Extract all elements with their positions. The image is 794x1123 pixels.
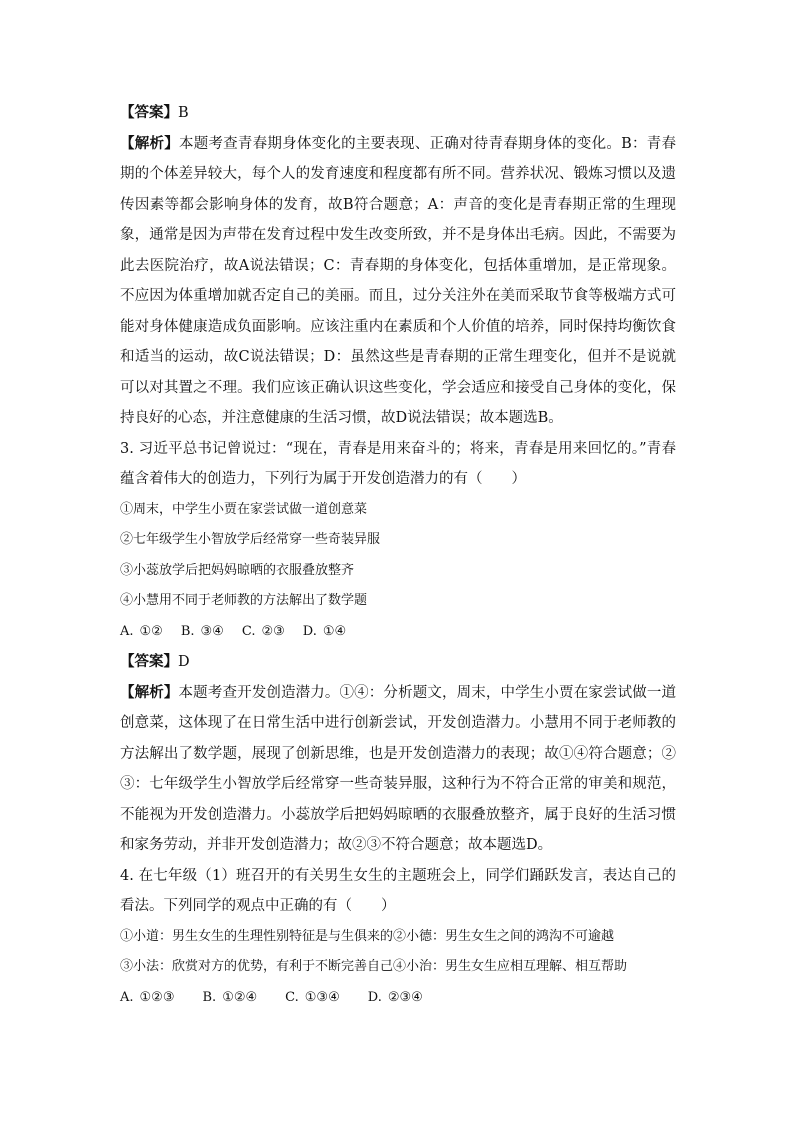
q3-answer-label: 【答案】 <box>120 653 178 670</box>
q3-choice-b: B. ③④ <box>180 623 224 639</box>
q3-choice-a: A. ①② <box>120 623 163 639</box>
q3-stem: 3. 习近平总书记曾说过：“现在，青春是用来奋斗的；将来，青春是用来回忆的。”青春蕴含着伟大的创造力，下列行为属于开发创造潜力的有（ ） <box>120 440 676 487</box>
q3-analysis <box>120 678 676 861</box>
q4-stem: 4. 在七年级（1）班召开的有关男生女生的主题班会上，同学们踊跃发言，表达自己的看法。下列同学的观点中正确的有（ ） <box>120 867 676 914</box>
q3-analysis-label: 【解析】 <box>120 683 179 701</box>
q3-option-4: ④小慧用不同于老师教的方法解出了数学题 <box>120 593 368 608</box>
q4-choice-a: A. ①②③ <box>120 989 175 1005</box>
q3-choice-d: D. ①④ <box>302 623 347 639</box>
q4-option-line-1: ①小道：男生女生的生理性别特征是与生俱来的②小德：男生女生之间的鸿沟不可逾越 <box>120 928 615 944</box>
q2-answer-value: B <box>178 105 189 121</box>
q3-analysis-text: 本题考查开发创造潜力。①④：分析题文，周末，中学生小贾在家尝试做一道创意菜，这体现了在日常生活中进行创新尝试，开发创造潜力。小慧用不同于老师教的方法解出了数学题，展现了创新思维，也是开发创造潜力的表现；故①④符合题意；②③：七年级学生小智放学后经常穿一些奇装异服，这种行为不符合正常的审美和规范，不能视为开发创造潜力。小蕊放学后把妈妈晾晒的衣服叠放整齐，属于良好的生活习惯和家务劳动，并非开发创造潜力；故②③不符合题意；故本题选D。 <box>120 684 677 853</box>
q3-answer <box>120 647 676 678</box>
q4-choices <box>120 983 676 1014</box>
q2-answer-label: 【答案】 <box>120 104 178 121</box>
q3-choices <box>120 617 676 648</box>
q2-analysis <box>120 129 676 434</box>
q3-answer-value: D <box>178 654 190 670</box>
q4-option-line-2: ③小法：欣赏对方的优势，有利于不断完善自己④小治：男生女生应相互理解、相互帮助 <box>120 959 628 974</box>
q4-choice-b: B. ①②④ <box>202 989 258 1005</box>
document-page <box>120 98 676 1013</box>
q3-option-2: ②七年级学生小智放学后经常穿一些奇装异服 <box>120 532 381 547</box>
q2-answer <box>120 98 676 129</box>
q4-choice-c: C. ①③④ <box>285 989 340 1005</box>
q2-analysis-text: 本题考查青春期身体变化的主要表现、正确对待青春期身体的变化。B：青春期的个体差异较大，每个人的发育速度和程度都有所不同。营养状况、锻炼习惯以及遗传因素等都会影响身体的发育，故B符合题意；A：声音的变化是青春期正常的生理现象，通常是因为声带在发育过程中发生改变所致，并不是身体出毛病。因此，不需要为此去医院治疗，故A说法错误；C：青春期的身体变化，包括体重增加，是正常现象。不应因为体重增加就否定自己的美丽。而且，过分关注外在美而采取节食等极端方式可能对身体健康造成负面影响。应该注重内在素质和个人价值的培养，同时保持均衡饮食和适当的运动，故C说法错误；D：虽然这些是青春期的正常生理变化，但并不是说就可以对其置之不理。我们应该正确认识这些变化，学会适应和接受自己身体的变化，保持良好的心态，并注意健康的生活习惯，故D说法错误；故本题选B。 <box>120 135 677 426</box>
q3-option-3: ③小蕊放学后把妈妈晾晒的衣服叠放整齐 <box>120 562 355 578</box>
q3-option-1: ①周末，中学生小贾在家尝试做一道创意菜 <box>120 501 368 517</box>
q2-analysis-label: 【解析】 <box>120 134 179 152</box>
q3-choice-c: C. ②③ <box>241 623 285 639</box>
q4-choice-d: D. ②③④ <box>367 989 423 1005</box>
